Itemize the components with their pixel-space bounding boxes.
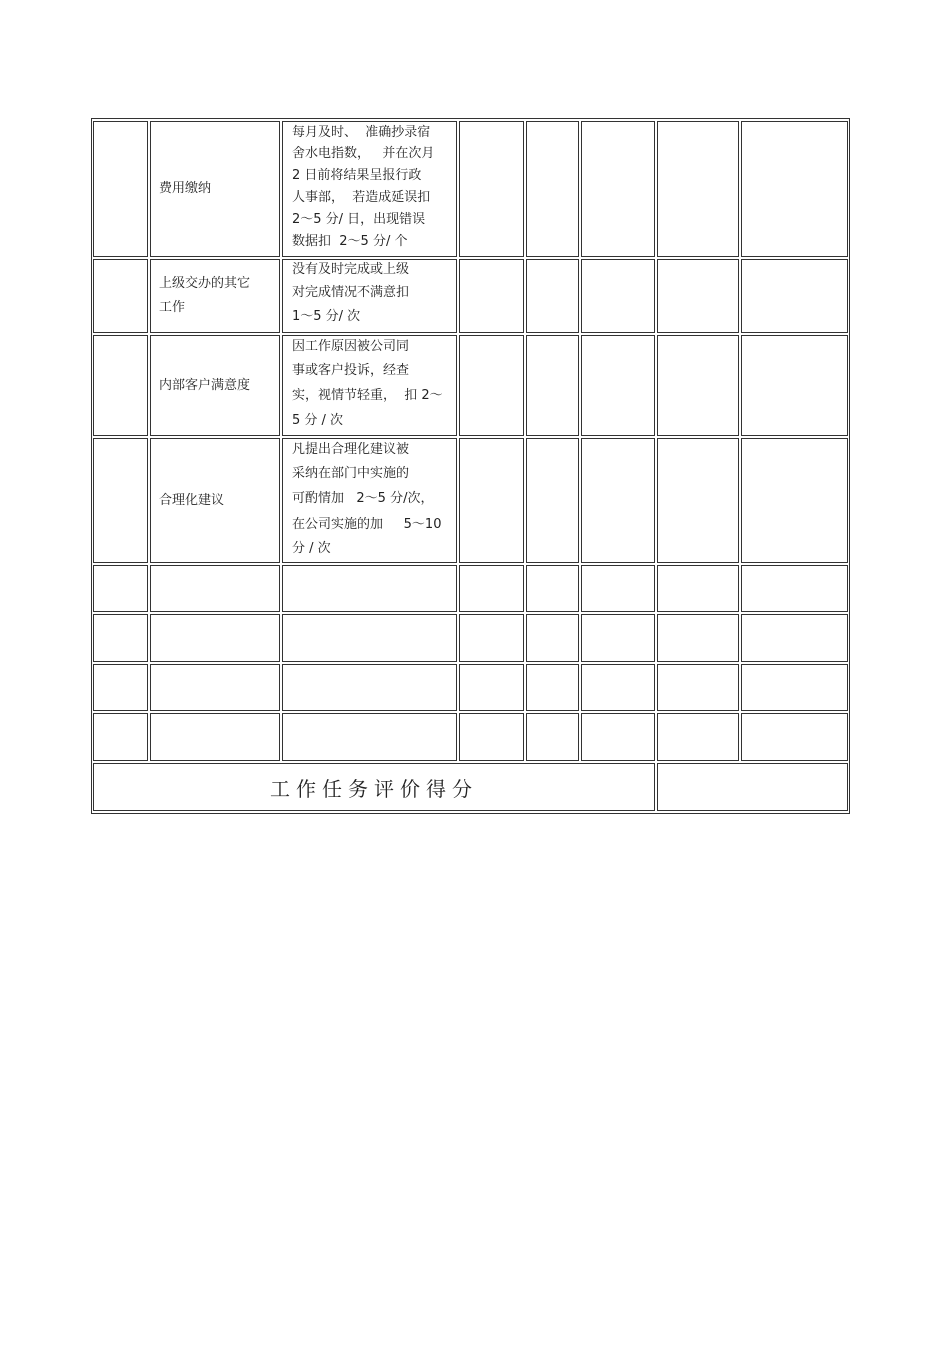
score-cell <box>581 438 655 563</box>
empty-cell <box>282 614 457 662</box>
score-cell <box>657 121 739 257</box>
score-cell <box>526 259 579 333</box>
score-cell <box>581 121 655 257</box>
empty-cell <box>657 664 739 711</box>
empty-cell <box>657 565 739 612</box>
empty-cell <box>459 713 524 761</box>
score-cell <box>657 335 739 436</box>
item-line: 内部客户满意度 <box>159 377 251 393</box>
empty-cell <box>526 713 579 761</box>
standard-line: 实，视情节轻重， 扣 2～ <box>292 388 443 403</box>
standard-line: 5 分 / 次 <box>292 413 344 428</box>
index-cell <box>93 121 148 257</box>
standard-cell <box>282 259 457 333</box>
score-cell <box>581 335 655 436</box>
standard-line: 数据扣 2～5 分/ 个 <box>292 234 408 249</box>
score-cell <box>526 438 579 563</box>
empty-cell <box>282 565 457 612</box>
evaluation-table <box>91 118 850 814</box>
score-cell <box>741 259 848 333</box>
score-cell <box>741 121 848 257</box>
score-cell <box>459 259 524 333</box>
index-cell <box>93 438 148 563</box>
total-score-label-cell <box>93 763 655 811</box>
empty-cell <box>93 664 148 711</box>
item-cell <box>150 259 280 333</box>
standard-line: 在公司实施的加 5～10 <box>292 517 442 532</box>
empty-cell <box>741 614 848 662</box>
standard-line: 人事部， 若造成延误扣 <box>292 190 431 205</box>
standard-cell <box>282 438 457 563</box>
score-cell <box>741 335 848 436</box>
score-cell <box>741 438 848 563</box>
standard-cell <box>282 335 457 436</box>
empty-cell <box>459 614 524 662</box>
total-score-value-cell <box>657 763 848 811</box>
item-line: 上级交办的其它 <box>159 276 251 291</box>
empty-cell <box>581 565 655 612</box>
empty-cell <box>526 565 579 612</box>
empty-cell <box>93 565 148 612</box>
item-cell <box>150 438 280 563</box>
standard-line: 2～5 分/ 日，出现错误 <box>292 212 426 227</box>
empty-cell <box>459 664 524 711</box>
empty-cell <box>93 614 148 662</box>
total-score-label: 工作任务评价得分 <box>270 776 478 801</box>
empty-cell <box>150 565 280 612</box>
standard-line: 每月及时、 准确抄录宿 <box>292 125 431 140</box>
empty-cell <box>150 614 280 662</box>
empty-cell <box>282 713 457 761</box>
standard-line: 事或客户投诉，经查 <box>292 363 410 378</box>
empty-cell <box>459 565 524 612</box>
empty-cell <box>741 713 848 761</box>
standard-line: 对完成情况不满意扣 <box>292 285 410 300</box>
empty-cell <box>581 614 655 662</box>
standard-line: 可酌情加 2～5 分/次， <box>292 491 434 506</box>
score-cell <box>526 335 579 436</box>
empty-cell <box>657 614 739 662</box>
score-cell <box>657 438 739 563</box>
standard-cell <box>282 121 457 257</box>
standard-line: 分 / 次 <box>292 541 331 556</box>
empty-cell <box>93 713 148 761</box>
item-line: 费用缴纳 <box>159 181 212 196</box>
empty-cell <box>741 664 848 711</box>
empty-cell <box>150 664 280 711</box>
empty-cell <box>282 664 457 711</box>
score-cell <box>459 335 524 436</box>
standard-line: 1～5 分/ 次 <box>292 309 361 324</box>
standard-line: 因工作原因被公司同 <box>292 339 410 354</box>
score-cell <box>459 121 524 257</box>
empty-cell <box>657 713 739 761</box>
item-line: 合理化建议 <box>159 492 225 508</box>
score-cell <box>459 438 524 563</box>
standard-line: 凡提出合理化建议被 <box>292 442 410 457</box>
standard-line: 舍水电指数， 并在次月 <box>292 146 435 161</box>
standard-line: 2 日前将结果呈报行政 <box>292 168 422 183</box>
score-cell <box>657 259 739 333</box>
empty-cell <box>581 713 655 761</box>
item-line: 工作 <box>159 300 186 315</box>
score-cell <box>526 121 579 257</box>
item-cell <box>150 121 280 257</box>
empty-cell <box>741 565 848 612</box>
empty-cell <box>150 713 280 761</box>
index-cell <box>93 335 148 436</box>
item-cell <box>150 335 280 436</box>
empty-cell <box>581 664 655 711</box>
standard-line: 采纳在部门中实施的 <box>292 466 410 481</box>
standard-line: 没有及时完成或上级 <box>292 262 410 277</box>
empty-cell <box>526 614 579 662</box>
score-cell <box>581 259 655 333</box>
index-cell <box>93 259 148 333</box>
empty-cell <box>526 664 579 711</box>
